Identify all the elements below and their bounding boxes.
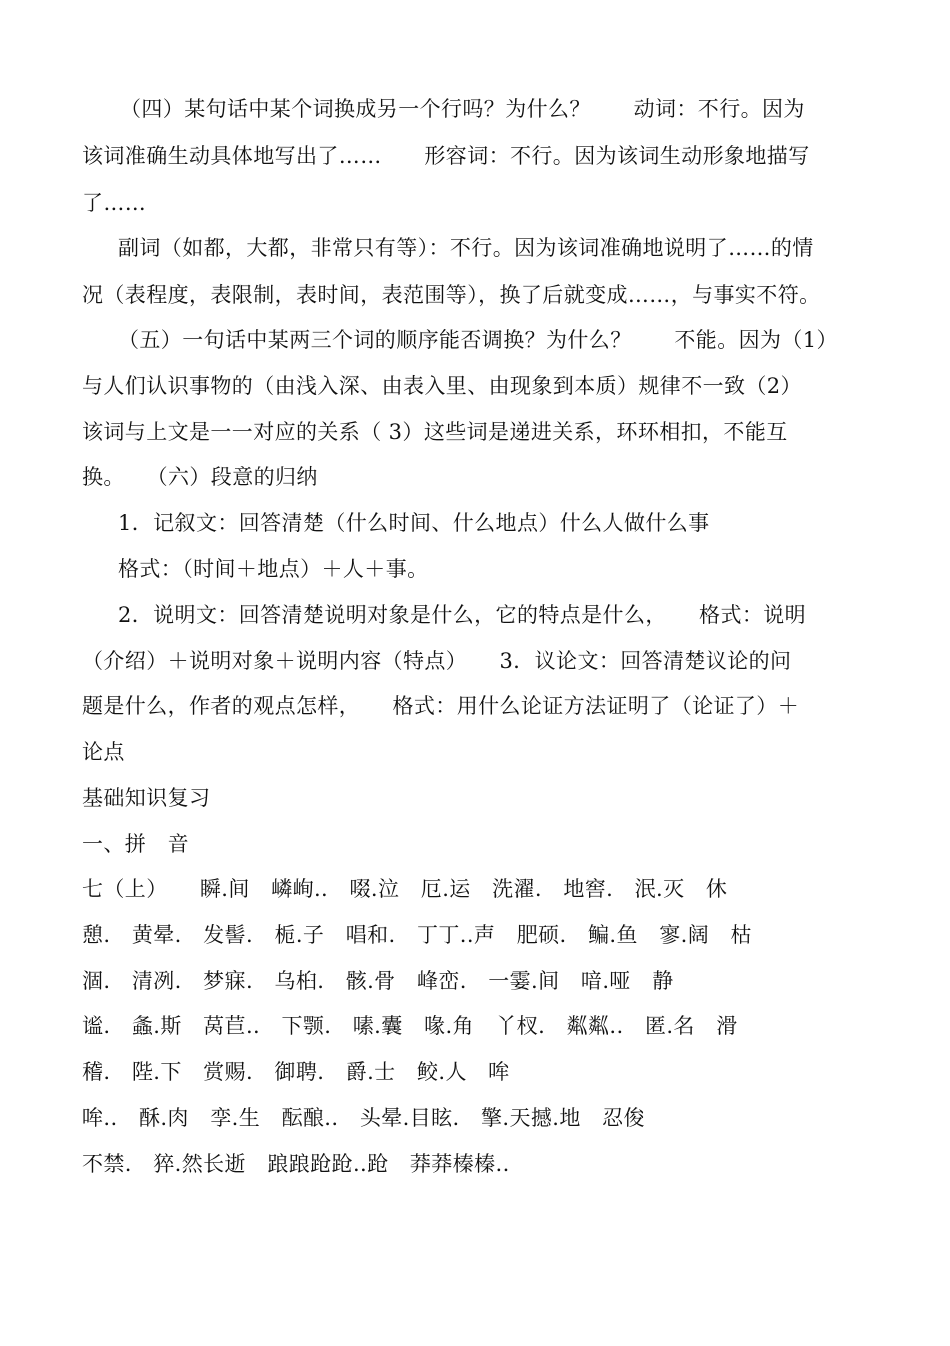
text-line: 2．说明文：回答清楚说明对象是什么，它的特点是什么， 格式：说明 <box>118 603 807 627</box>
text-line: 谧. 螽.斯 莴苣.. 下颚. 嗉.囊 喙.角 丫杈. 粼粼.. 匿.名 滑 <box>82 1014 738 1038</box>
text-line: 换。 （六）段意的归纳 <box>82 465 318 489</box>
text-line: 哞.. 酥.肉 孪.生 酝酿.. 头晕.目眩. 擎.天撼.地 忍俊 <box>82 1106 645 1130</box>
text-line: 了…… <box>82 191 147 215</box>
text-line: 1．记叙文：回答清楚（什么时间、什么地点）什么人做什么事 <box>118 511 710 535</box>
text-line: 憩. 黄晕. 发髻. 栀.子 唱和. 丁丁..声 肥硕. 鳊.鱼 寥.阔 枯 <box>82 923 752 947</box>
text-line: 副词（如都，大都，非常只有等）：不行。因为该词准确地说明了……的情 <box>118 236 814 260</box>
text-line: 不禁. 猝.然长逝 踉踉跄跄..跄 莽莽榛榛.. <box>82 1152 510 1176</box>
text-line: 七（上） 瞬.间 嶙峋.. 啜.泣 厄.运 洗濯. 地窖. 泯.灭 休 <box>82 877 728 901</box>
section-heading: 一、拼 音 <box>82 832 189 856</box>
text-line: （四）某句话中某个词换成另一个行吗？为什么？ 动词：不行。因为 <box>120 97 805 121</box>
text-line: 况（表程度，表限制，表时间，表范围等），换了后就变成……，与事实不符。 <box>82 283 821 307</box>
text-line: 该词准确生动具体地写出了…… 形容词：不行。因为该词生动形象地描写 <box>82 144 810 168</box>
text-line: 格式：（时间＋地点）＋人＋事。 <box>118 557 429 581</box>
text-line: 与人们认识事物的（由浅入深、由表入里、由现象到本质）规律不一致（2） <box>82 374 802 398</box>
text-line: （介绍）＋说明对象＋说明内容（特点） 3．议论文：回答清楚议论的问 <box>82 649 792 673</box>
text-line: 稽. 陛.下 赏赐. 御聘. 爵.士 鲛.人 哞 <box>82 1060 510 1084</box>
text-line: （五）一句话中某两三个词的顺序能否调换？为什么？ 不能。因为（1） <box>118 328 838 352</box>
text-line: 涸. 清冽. 梦寐. 乌桕. 骸.骨 峰峦. 一霎.间 喑.哑 静 <box>82 969 674 993</box>
section-heading: 基础知识复习 <box>82 786 211 810</box>
text-line: 论点 <box>82 740 125 764</box>
text-line: 该词与上文是一一对应的关系（ 3）这些词是递进关系，环环相扣，不能互 <box>82 420 788 444</box>
text-line: 题是什么，作者的观点怎样， 格式：用什么论证方法证明了（论证了）＋ <box>82 694 800 718</box>
